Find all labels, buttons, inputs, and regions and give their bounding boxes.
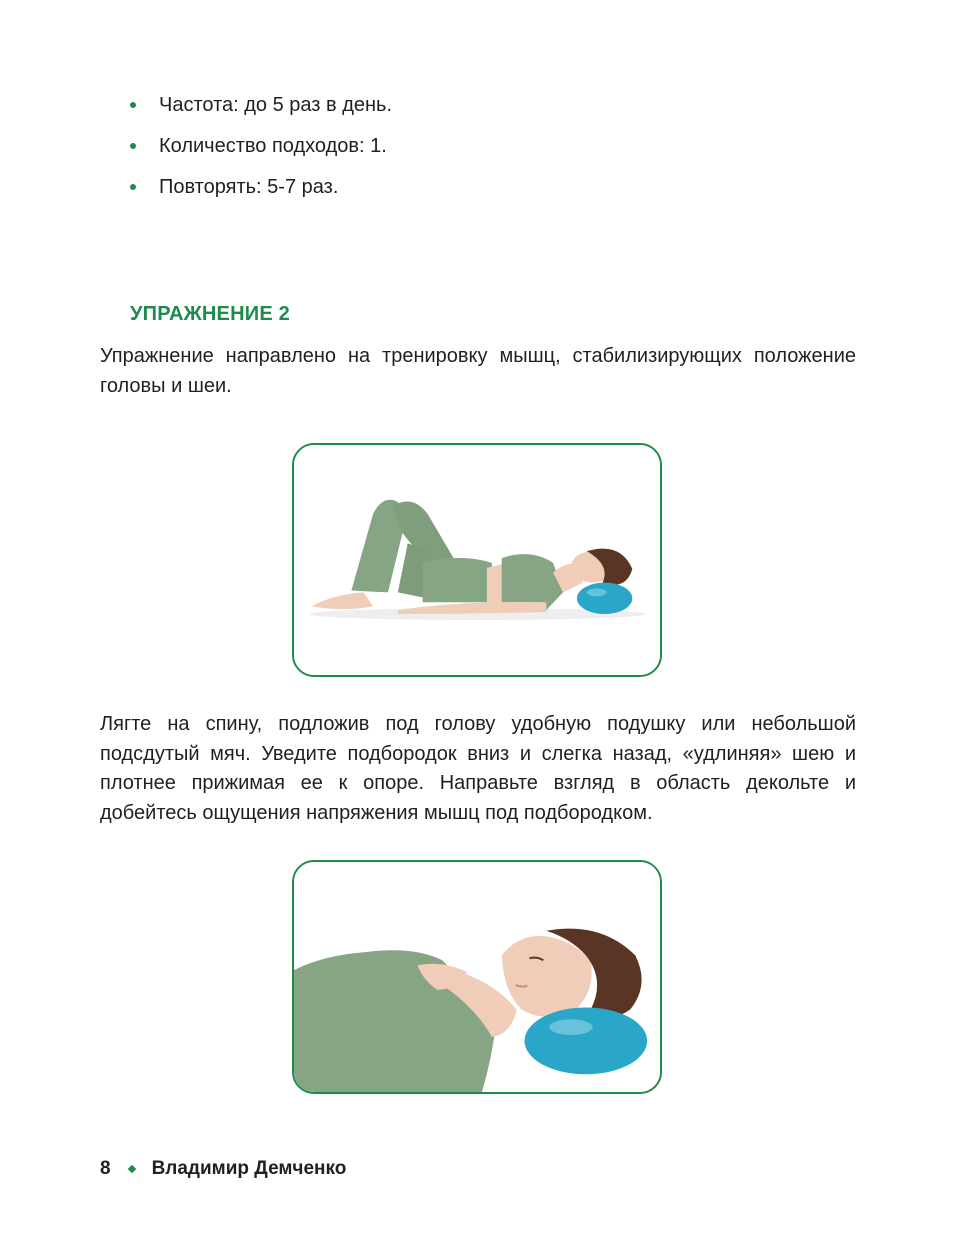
exercise-intro: Упражнение направлено на тренировку мышц, стабилизирующих положение головы и шеи. (100, 345, 856, 397)
bullet-icon (130, 102, 136, 108)
list-item (130, 95, 392, 115)
page-number: 8 (100, 1158, 111, 1179)
bullet-icon (130, 184, 136, 190)
list-item-label: Количество подходов: 1. (159, 135, 387, 157)
woman-lying-on-back-full-photo-icon (294, 445, 660, 675)
exercise-title: УПРАЖНЕНИЕ 2 (130, 303, 290, 325)
bullet-icon (130, 143, 136, 149)
exercise-photo-closeup (292, 860, 662, 1094)
list-item (130, 177, 392, 197)
exercise-instructions: Лягте на спину, подложив под голову удобную подушку или небольшой подсдутый мяч. Уведите подбородок вниз и слегка назад, «удлиняя» шею и плотнее прижимая ее к опоре. Направьте взгляд в область декольте и добейтесь ощущения напряжения мышц под подбородком. (100, 713, 856, 824)
author-name: Владимир Демченко (151, 1158, 347, 1179)
exercise-photo-full (292, 443, 662, 677)
page-footer (100, 1158, 346, 1180)
frequency-list (130, 95, 392, 218)
woman-head-on-ball-closeup-photo-icon (294, 862, 660, 1092)
diamond-icon (127, 1165, 135, 1173)
list-item (130, 136, 392, 156)
list-item-label: Повторять: 5-7 раз. (159, 176, 339, 198)
list-item-label: Частота: до 5 раз в день. (159, 94, 393, 116)
